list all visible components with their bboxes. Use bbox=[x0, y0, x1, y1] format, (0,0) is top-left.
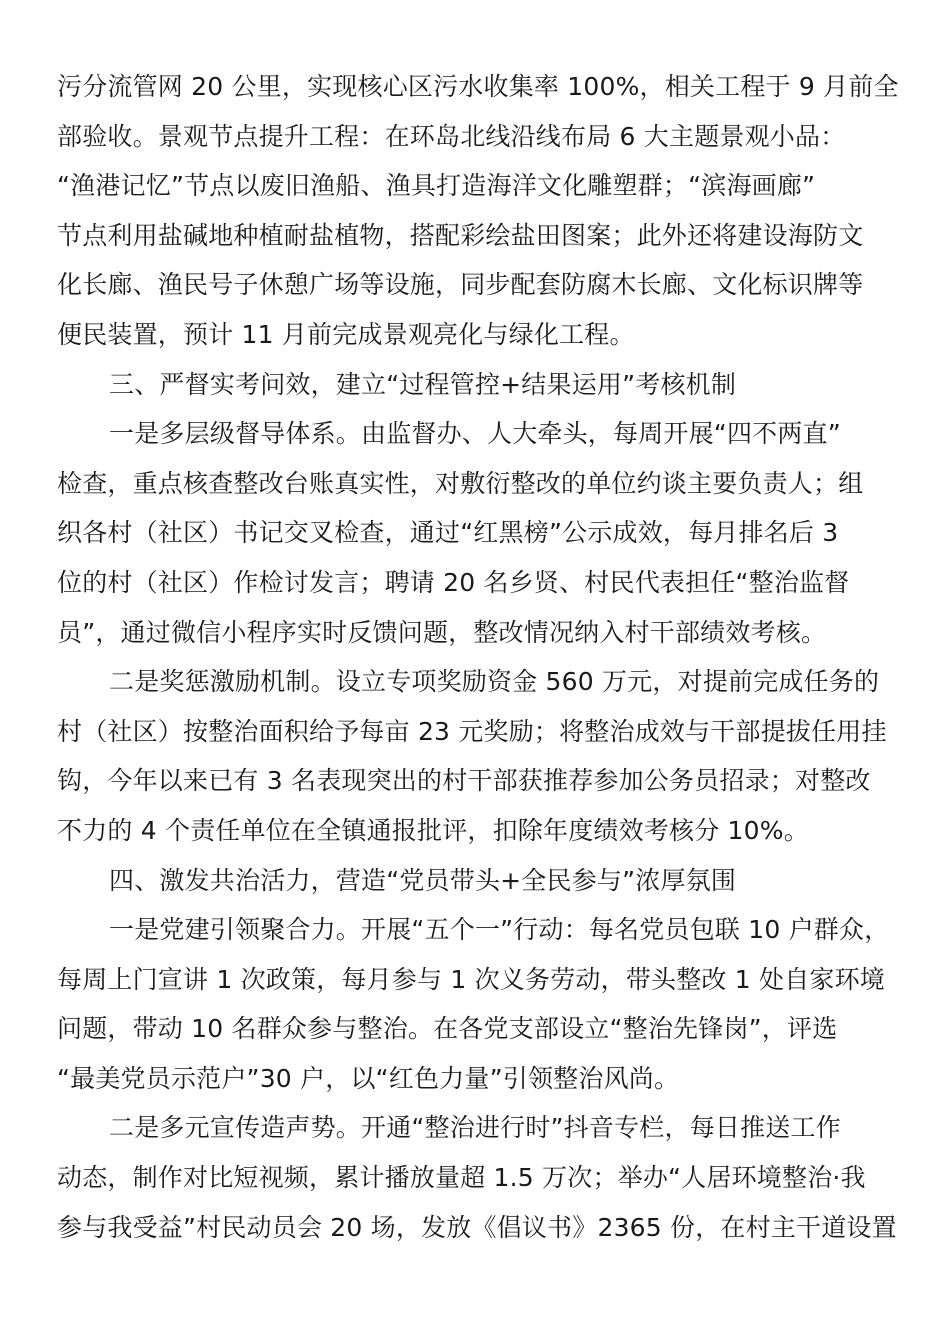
text-line: 化长廊、渔民号子休憩广场等设施，同步配套防腐木长廊、文化标识牌等 bbox=[57, 270, 864, 300]
text-line: 动态，制作对比短视频，累计播放量超 1.5 万次；举办“人居环境整治·我 bbox=[57, 1163, 866, 1193]
text-line: 一是党建引领聚合力。开展“五个一”行动：每名党员包联 10 户群众， bbox=[109, 915, 890, 945]
heading-text: 三、严督实考问效，建立“过程管控+结果运用”考核机制 bbox=[109, 369, 737, 399]
paragraph-supervision bbox=[57, 409, 899, 657]
paragraph-publicity bbox=[57, 1103, 899, 1252]
heading-text: 四、激发共治活力，营造“党员带头+全民参与”浓厚氛围 bbox=[109, 865, 737, 895]
text-line: 每周上门宣讲 1 次政策，每月参与 1 次义务劳动，带头整改 1 处自家环境 bbox=[57, 964, 886, 994]
text-line: 员”，通过微信小程序实时反馈问题，整改情况纳入村干部绩效考核。 bbox=[57, 617, 827, 647]
text-line: 参与我受益”村民动员会 20 场，发放《倡议书》2365 份，在村主干道设置 bbox=[57, 1212, 897, 1242]
text-line: 二是奖惩激励机制。设立专项奖励资金 560 万元，对提前完成任务的 bbox=[109, 667, 880, 697]
text-line: 钩，今年以来已有 3 名表现突出的村干部获推荐参加公务员招录；对整改 bbox=[57, 766, 871, 796]
text-line: 二是多元宣传造声势。开通“整治进行时”抖音专栏，每日推送工作 bbox=[109, 1113, 841, 1143]
text-line: 织各村（社区）书记交叉检查，通过“红黑榜”公示成效，每月排名后 3 bbox=[57, 518, 839, 548]
text-line: 不力的 4 个责任单位在全镇通报批评，扣除年度绩效考核分 10%。 bbox=[57, 815, 809, 845]
section-heading-4 bbox=[57, 856, 899, 906]
section-heading-3 bbox=[57, 360, 899, 410]
paragraph-incentive bbox=[57, 657, 899, 855]
paragraph-party bbox=[57, 905, 899, 1103]
text-line: 问题，带动 10 名群众参与整治。在各党支部设立“整治先锋岗”，评选 bbox=[57, 1014, 838, 1044]
text-line: 部验收。景观节点提升工程：在环岛北线沿线布局 6 大主题景观小品： bbox=[57, 121, 846, 151]
paragraph-continuation bbox=[57, 62, 899, 360]
text-line: “最美党员示范户”30 户，以“红色力量”引领整治风尚。 bbox=[57, 1063, 680, 1093]
text-line: 节点利用盐碱地种植耐盐植物，搭配彩绘盐田图案；此外还将建设海防文 bbox=[57, 220, 864, 250]
text-line: 检查，重点核查整改台账真实性，对敷衍整改的单位约谈主要负责人；组 bbox=[57, 468, 864, 498]
text-line: 一是多层级督导体系。由监督办、人大牵头，每周开展“四不两直” bbox=[109, 419, 841, 449]
text-line: 污分流管网 20 公里，实现核心区污水收集率 100%，相关工程于 9 月前全 bbox=[57, 72, 899, 101]
text-line: 位的村（社区）作检讨发言；聘请 20 名乡贤、村民代表担任“整治监督 bbox=[57, 567, 850, 597]
text-line: “渔港记忆”节点以废旧渔船、渔具打造海洋文化雕塑群；“滨海画廊” bbox=[57, 171, 816, 201]
text-line: 便民装置，预计 11 月前完成景观亮化与绿化工程。 bbox=[57, 319, 635, 349]
text-line: 村（社区）按整治面积给予每亩 23 元奖励；将整治成效与干部提拔任用挂 bbox=[57, 716, 887, 746]
document-body bbox=[57, 62, 899, 1252]
